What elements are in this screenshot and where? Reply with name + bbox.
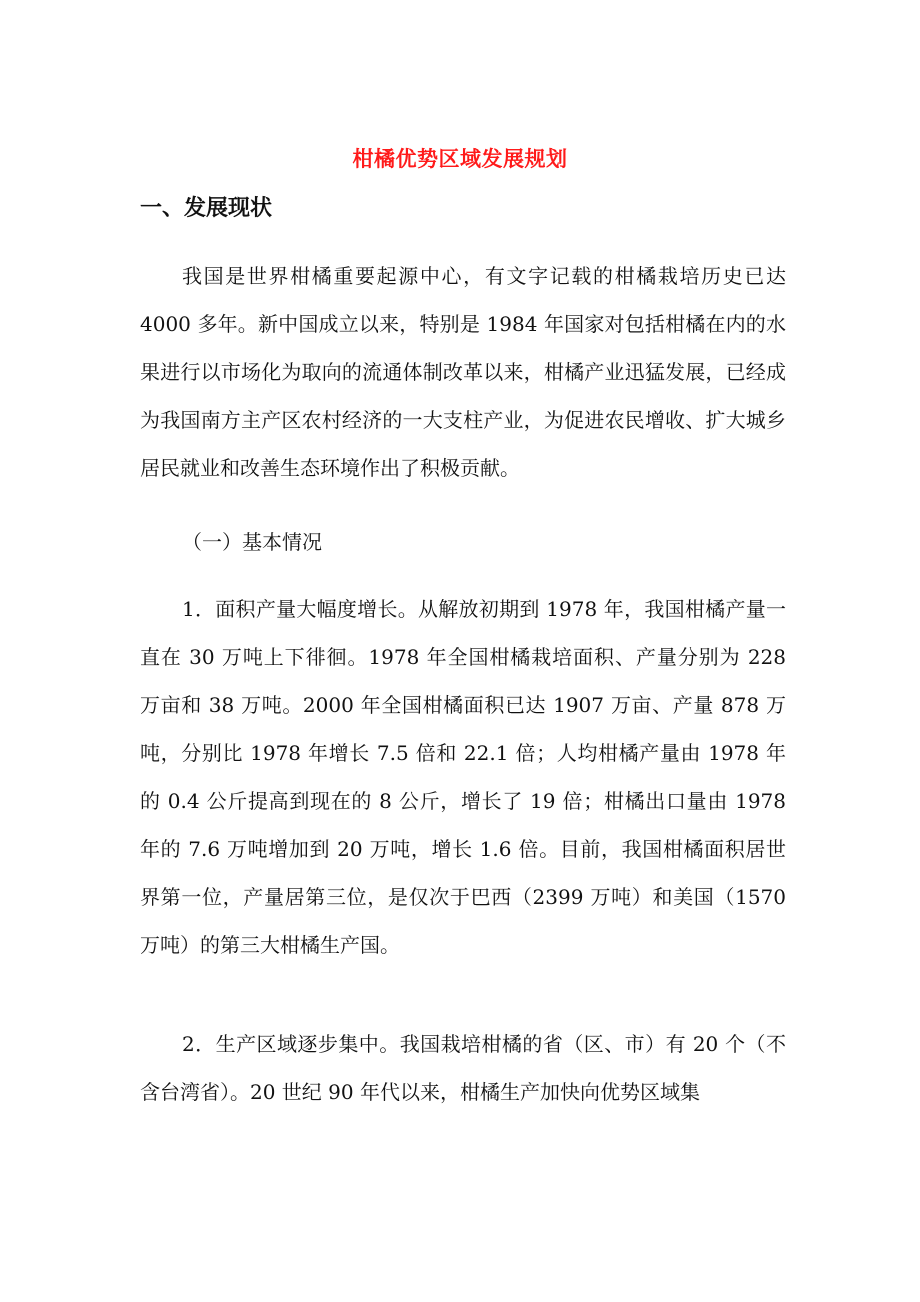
paragraph-region-concentration: 2．生产区域逐步集中。我国栽培柑橘的省（区、市）有 20 个（不含台湾省）。20 世纪 90 年代以来，柑橘生产加快向优势区域集 (140, 1032, 786, 1104)
document-title: 柑橘优势区域发展规划 (352, 146, 568, 171)
paragraph-intro: 我国是世界柑橘重要起源中心，有文字记载的柑橘栽培历史已达 4000 多年。新中国成立以来，特别是 1984 年国家对包括柑橘在内的水果进行以市场化为取向的流通体制改革以来，柑橘产业迅猛发展，已经成为我国南方主产区农村经济的一大支柱产业，为促进农民增收、扩大城乡居民就业和改善生态环境作出了积极贡献。 (140, 264, 786, 480)
subheading-basic-situation: （一）基本情况 (182, 530, 322, 554)
section-heading: 一、发展现状 (140, 196, 273, 221)
paragraph-area-output: 1．面积产量大幅度增长。从解放初期到 1978 年，我国柑橘产量一直在 30 万吨上下徘徊。1978 年全国柑橘栽培面积、产量分别为 228 万亩和 38 万吨。2000 年全国柑橘面积已达 1907 万亩、产量 878 万吨，分别比 1978 年增长 7.5 倍和 22.1 倍；人均柑橘产量由 1978 年的 0.4 公斤提高到现在的 8 公斤，增长了 19 倍；柑橘出口量由 1978 年的 7.6 万吨增加到 20 万吨，增长 1.6 倍。目前，我国柑橘面积居世界第一位，产量居第三位，是仅次于巴西（2399 万吨）和美国（1570 万吨）的第三大柑橘生产国。 (140, 597, 786, 957)
